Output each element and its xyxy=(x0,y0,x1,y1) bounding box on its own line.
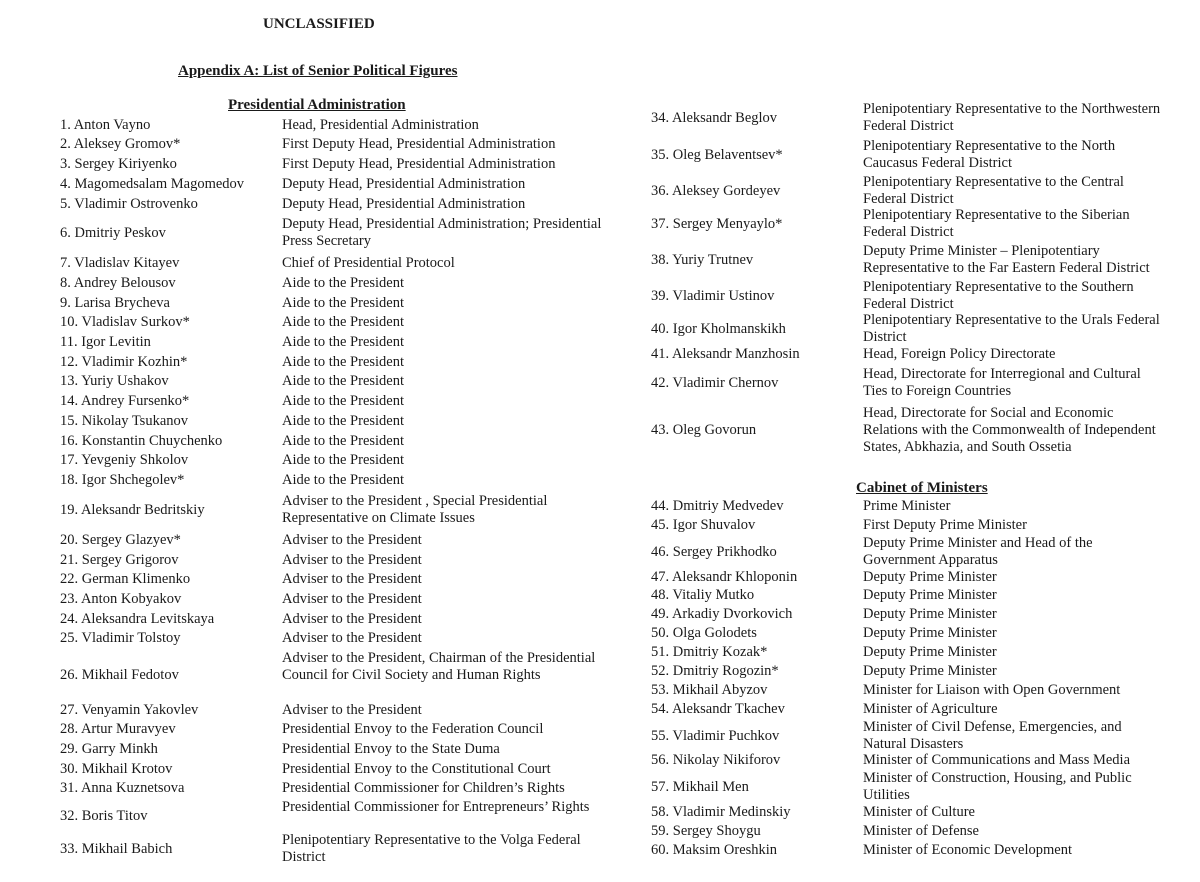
official-row xyxy=(651,535,1171,569)
official-row xyxy=(60,832,620,866)
official-name: 35. Oleg Belaventsev* xyxy=(651,146,783,163)
official-title: Aide to the President xyxy=(282,275,405,291)
official-name: 56. Nikolay Nikiforov xyxy=(651,752,781,768)
official-name: 7. Vladislav Kitayev xyxy=(60,255,180,271)
official-title: Deputy Head, Presidential Administration; Presidential Press Secretary xyxy=(282,216,602,249)
official-name: 54. Aleksandr Tkachev xyxy=(651,701,785,717)
official-title: Aide to the President xyxy=(282,452,405,468)
official-name: 14. Andrey Fursenko* xyxy=(60,393,190,409)
official-title: Adviser to the President xyxy=(282,532,422,548)
official-row xyxy=(651,243,1171,277)
official-name: 52. Dmitriy Rogozin* xyxy=(651,663,779,679)
official-row xyxy=(60,216,620,250)
official-name: 8. Andrey Belousov xyxy=(60,275,176,291)
official-title: Plenipotentiary Representative to the Central Federal District xyxy=(863,174,1124,207)
official-title: Plenipotentiary Representative to the Urals Federal District xyxy=(863,312,1160,345)
official-name: 25. Vladimir Tolstoy xyxy=(60,630,181,646)
official-title: Plenipotentiary Representative to the Volga Federal District xyxy=(282,832,581,865)
official-title: Adviser to the President xyxy=(282,630,422,646)
official-name: 57. Mikhail Men xyxy=(651,778,749,795)
official-row xyxy=(60,650,620,701)
official-name: 22. German Klimenko xyxy=(60,571,191,587)
official-title: Plenipotentiary Representative to the Siberian Federal District xyxy=(863,207,1130,240)
classification-marking: UNCLASSIFIED xyxy=(263,16,375,32)
official-title: Aide to the President xyxy=(282,433,405,449)
official-name: 36. Aleksey Gordeyev xyxy=(651,182,781,199)
official-name: 48. Vitaliy Mutko xyxy=(651,587,755,603)
section-title-presidential-administration: Presidential Administration xyxy=(228,97,406,113)
official-row xyxy=(60,196,620,213)
official-title: Aide to the President xyxy=(282,413,405,429)
official-title: Deputy Prime Minister xyxy=(863,644,997,660)
official-row xyxy=(60,452,620,469)
official-title: Adviser to the President xyxy=(282,571,422,587)
official-name: 3. Sergey Kiriyenko xyxy=(60,156,177,172)
official-name: 34. Aleksandr Beglov xyxy=(651,109,778,126)
official-row xyxy=(651,517,1171,534)
official-name: 6. Dmitriy Peskov xyxy=(60,224,166,241)
official-row xyxy=(60,117,620,134)
official-name: 30. Mikhail Krotov xyxy=(60,761,173,777)
official-title: Deputy Prime Minister xyxy=(863,606,997,622)
official-name: 46. Sergey Prikhodko xyxy=(651,543,777,560)
official-row xyxy=(651,823,1171,840)
official-title: Prime Minister xyxy=(863,498,951,514)
official-title: Adviser to the President xyxy=(282,702,422,718)
official-title: First Deputy Head, Presidential Administration xyxy=(282,136,556,152)
official-row xyxy=(60,702,620,719)
official-name: 32. Boris Titov xyxy=(60,807,148,824)
official-title: Head, Presidential Administration xyxy=(282,117,479,133)
official-name: 45. Igor Shuvalov xyxy=(651,517,756,533)
official-name: 58. Vladimir Medinskiy xyxy=(651,804,791,820)
official-title: Aide to the President xyxy=(282,354,405,370)
official-name: 2. Aleksey Gromov* xyxy=(60,136,181,152)
official-title: Aide to the President xyxy=(282,373,405,389)
official-title: Minister of Civil Defense, Emergencies, and Natural Disasters xyxy=(863,719,1122,752)
official-row xyxy=(60,373,620,390)
official-row xyxy=(651,498,1171,515)
official-title: Deputy Prime Minister and Head of the Government Apparatus xyxy=(863,535,1093,568)
official-name: 41. Aleksandr Manzhosin xyxy=(651,346,800,362)
official-name: 18. Igor Shchegolev* xyxy=(60,472,185,488)
official-name: 37. Sergey Menyaylo* xyxy=(651,215,783,232)
official-title: Head, Directorate for Interregional and Cultural Ties to Foreign Countries xyxy=(863,366,1141,399)
official-row xyxy=(651,701,1171,718)
official-row xyxy=(651,682,1171,699)
official-title: Chief of Presidential Protocol xyxy=(282,255,455,271)
official-title: Plenipotentiary Representative to the Southern Federal District xyxy=(863,279,1134,312)
official-row xyxy=(60,741,620,758)
official-row xyxy=(651,842,1171,859)
official-title: Deputy Head, Presidential Administration xyxy=(282,176,526,192)
official-name: 4. Magomedsalam Magomedov xyxy=(60,176,245,192)
official-name: 19. Aleksandr Bedritskiy xyxy=(60,501,205,518)
official-name: 60. Maksim Oreshkin xyxy=(651,842,778,858)
official-row xyxy=(60,354,620,371)
official-name: 20. Sergey Glazyev* xyxy=(60,532,181,548)
official-row xyxy=(60,571,620,588)
official-name: 29. Garry Minkh xyxy=(60,741,158,757)
official-title: Aide to the President xyxy=(282,314,405,330)
official-name: 24. Aleksandra Levitskaya xyxy=(60,611,215,627)
official-name: 13. Yuriy Ushakov xyxy=(60,373,169,389)
official-title: Plenipotentiary Representative to the Northwestern Federal District xyxy=(863,101,1161,134)
official-row xyxy=(651,663,1171,680)
official-title: Minister of Culture xyxy=(863,804,975,820)
official-title: Presidential Envoy to the State Duma xyxy=(282,741,500,757)
official-title: Plenipotentiary Representative to the North Caucasus Federal District xyxy=(863,138,1116,171)
official-name: 17. Yevgeniy Shkolov xyxy=(60,452,189,468)
official-row xyxy=(60,611,620,628)
official-name: 39. Vladimir Ustinov xyxy=(651,287,775,304)
official-name: 12. Vladimir Kozhin* xyxy=(60,354,188,370)
official-name: 10. Vladislav Surkov* xyxy=(60,314,190,330)
official-name: 40. Igor Kholmanskikh xyxy=(651,320,786,337)
appendix-title: Appendix A: List of Senior Political Figures xyxy=(178,63,458,79)
official-name: 55. Vladimir Puchkov xyxy=(651,727,780,744)
official-row xyxy=(651,312,1171,346)
official-name: 26. Mikhail Fedotov xyxy=(60,667,179,683)
official-row xyxy=(60,255,620,272)
official-title: Adviser to the President , Special Presidential Representative on Climate Issues xyxy=(282,493,548,526)
official-row xyxy=(60,334,620,351)
official-title: Presidential Envoy to the Constitutional Court xyxy=(282,761,551,777)
official-title: First Deputy Prime Minister xyxy=(863,517,1027,533)
official-title: Aide to the President xyxy=(282,393,405,409)
official-row xyxy=(60,314,620,331)
official-row xyxy=(60,156,620,173)
official-row xyxy=(60,799,620,833)
official-name: 42. Vladimir Chernov xyxy=(651,374,779,391)
official-title: Aide to the President xyxy=(282,334,405,350)
official-row xyxy=(651,587,1171,604)
official-row xyxy=(651,279,1171,313)
official-title: Minister of Defense xyxy=(863,823,979,839)
official-row xyxy=(651,719,1171,753)
official-title: Deputy Prime Minister xyxy=(863,587,997,603)
official-name: 51. Dmitriy Kozak* xyxy=(651,644,768,660)
official-name: 33. Mikhail Babich xyxy=(60,840,173,857)
official-title: Minister of Economic Development xyxy=(863,842,1072,858)
official-name: 11. Igor Levitin xyxy=(60,334,151,350)
official-row xyxy=(60,532,620,549)
official-title: Deputy Prime Minister xyxy=(863,625,997,641)
official-title: Presidential Commissioner for Entrepreneurs’ Rights xyxy=(282,799,590,815)
official-row xyxy=(60,493,620,527)
official-title: Minister of Agriculture xyxy=(863,701,998,717)
official-row xyxy=(651,346,1171,363)
official-row xyxy=(60,591,620,608)
official-row xyxy=(651,366,1171,400)
official-name: 9. Larisa Brycheva xyxy=(60,295,170,311)
official-title: Deputy Prime Minister xyxy=(863,569,997,585)
official-row xyxy=(60,275,620,292)
official-name: 23. Anton Kobyakov xyxy=(60,591,182,607)
section-title-cabinet-of-ministers: Cabinet of Ministers xyxy=(856,480,988,496)
official-title: Head, Directorate for Social and Economic Relations with the Commonwealth of Independent States, Abkhazia, and South Ossetia xyxy=(863,405,1156,455)
official-row xyxy=(651,101,1171,135)
official-row xyxy=(60,295,620,312)
official-row xyxy=(60,472,620,489)
official-row xyxy=(60,433,620,450)
official-row xyxy=(60,780,620,797)
official-name: 50. Olga Golodets xyxy=(651,625,757,641)
official-name: 53. Mikhail Abyzov xyxy=(651,682,768,698)
official-row xyxy=(60,413,620,430)
official-title: Deputy Head, Presidential Administration xyxy=(282,196,526,212)
official-name: 16. Konstantin Chuychenko xyxy=(60,433,223,449)
official-row xyxy=(60,552,620,569)
official-title: Head, Foreign Policy Directorate xyxy=(863,346,1056,362)
official-name: 44. Dmitriy Medvedev xyxy=(651,498,784,514)
official-title: Minister for Liaison with Open Government xyxy=(863,682,1121,698)
official-row xyxy=(60,393,620,410)
official-name: 49. Arkadiy Dvorkovich xyxy=(651,606,793,622)
official-name: 59. Sergey Shoygu xyxy=(651,823,761,839)
official-name: 21. Sergey Grigorov xyxy=(60,552,179,568)
official-row xyxy=(60,630,620,647)
official-name: 47. Aleksandr Khloponin xyxy=(651,569,798,585)
official-name: 15. Nikolay Tsukanov xyxy=(60,413,189,429)
official-row xyxy=(651,752,1171,769)
official-title: Deputy Prime Minister – Plenipotentiary Representative to the Far Eastern Federal District xyxy=(863,243,1150,276)
official-title: Minister of Communications and Mass Media xyxy=(863,752,1131,768)
official-row xyxy=(651,625,1171,642)
official-title: Adviser to the President, Chairman of the Presidential Council for Civil Society and Human Rights xyxy=(282,650,596,683)
official-title: Aide to the President xyxy=(282,295,405,311)
official-row xyxy=(651,405,1171,456)
official-title: Adviser to the President xyxy=(282,611,422,627)
official-title: Aide to the President xyxy=(282,472,405,488)
official-row xyxy=(651,804,1171,821)
official-row xyxy=(651,138,1171,172)
official-title: Presidential Commissioner for Children’s Rights xyxy=(282,780,565,796)
official-row xyxy=(651,644,1171,661)
official-title: Adviser to the President xyxy=(282,591,422,607)
official-row xyxy=(651,770,1171,804)
official-row xyxy=(651,569,1171,586)
official-row xyxy=(60,176,620,193)
official-row xyxy=(651,174,1171,208)
official-name: 38. Yuriy Trutnev xyxy=(651,251,754,268)
official-row xyxy=(60,136,620,153)
official-title: First Deputy Head, Presidential Administration xyxy=(282,156,556,172)
official-name: 28. Artur Muravyev xyxy=(60,721,176,737)
official-row xyxy=(60,761,620,778)
official-name: 5. Vladimir Ostrovenko xyxy=(60,196,198,212)
official-title: Presidential Envoy to the Federation Council xyxy=(282,721,544,737)
official-name: 1. Anton Vayno xyxy=(60,117,151,133)
official-row xyxy=(651,606,1171,623)
official-name: 43. Oleg Govorun xyxy=(651,422,757,438)
official-row xyxy=(651,207,1171,241)
official-title: Minister of Construction, Housing, and Public Utilities xyxy=(863,770,1132,803)
official-title: Deputy Prime Minister xyxy=(863,663,997,679)
official-row xyxy=(60,721,620,738)
official-title: Adviser to the President xyxy=(282,552,422,568)
official-name: 27. Venyamin Yakovlev xyxy=(60,702,199,718)
official-name: 31. Anna Kuznetsova xyxy=(60,780,185,796)
